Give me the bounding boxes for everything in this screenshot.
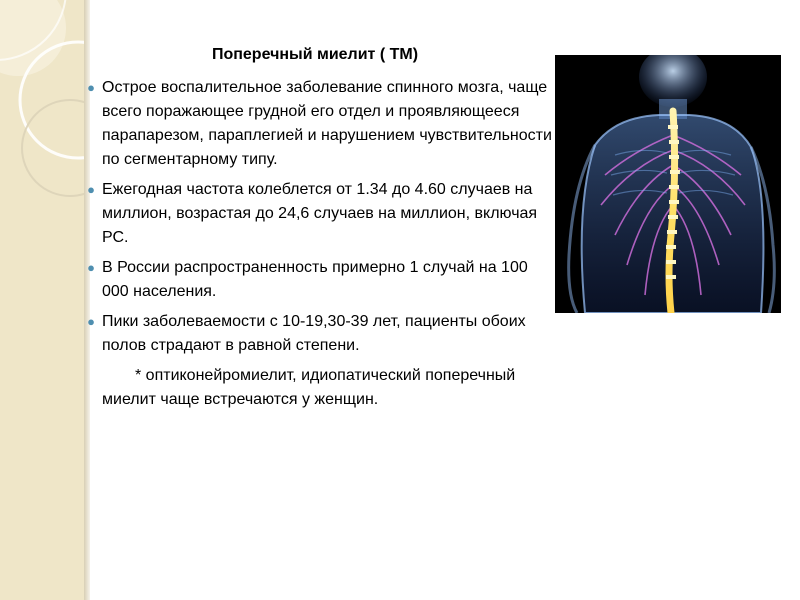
bullet-text: Острое воспалительное заболевание спинного мозга, чаще всего поражающее грудной его отдел и проявляющееся парапарезом, параплегией и нарушением чувствительности по сегментарному типу. xyxy=(102,79,552,168)
left-decorative-band xyxy=(0,0,84,600)
spine-xray-illustration-icon xyxy=(555,55,781,313)
bullet-icon: ● xyxy=(87,314,95,329)
bullet-icon: ● xyxy=(87,260,95,275)
bullet-text: Пики заболеваемости с 10-19,30-39 лет, пациенты обоих полов страдают в равной степени. xyxy=(102,313,526,354)
bullet-text: В России распространенность примерно 1 случай на 100 000 населения. xyxy=(102,259,528,300)
bullet-text: Ежегодная частота колеблется от 1.34 до 4.60 случаев на миллион, возрастая до 24,6 случаев на миллион, включая РС. xyxy=(102,181,538,246)
bullet-icon: ● xyxy=(87,182,95,197)
bullet-item xyxy=(84,178,554,250)
decorative-circles-icon xyxy=(0,0,84,600)
bullet-item xyxy=(84,310,554,358)
bullet-icon: ● xyxy=(87,80,95,95)
slide-title: Поперечный миелит ( ТМ) xyxy=(211,46,419,63)
slide-content xyxy=(84,76,554,412)
bullet-item xyxy=(84,76,554,172)
bullet-item xyxy=(84,256,554,304)
footnote-text: * оптиконейромиелит, идиопатический поперечный миелит чаще встречаются у женщин. xyxy=(102,367,516,408)
